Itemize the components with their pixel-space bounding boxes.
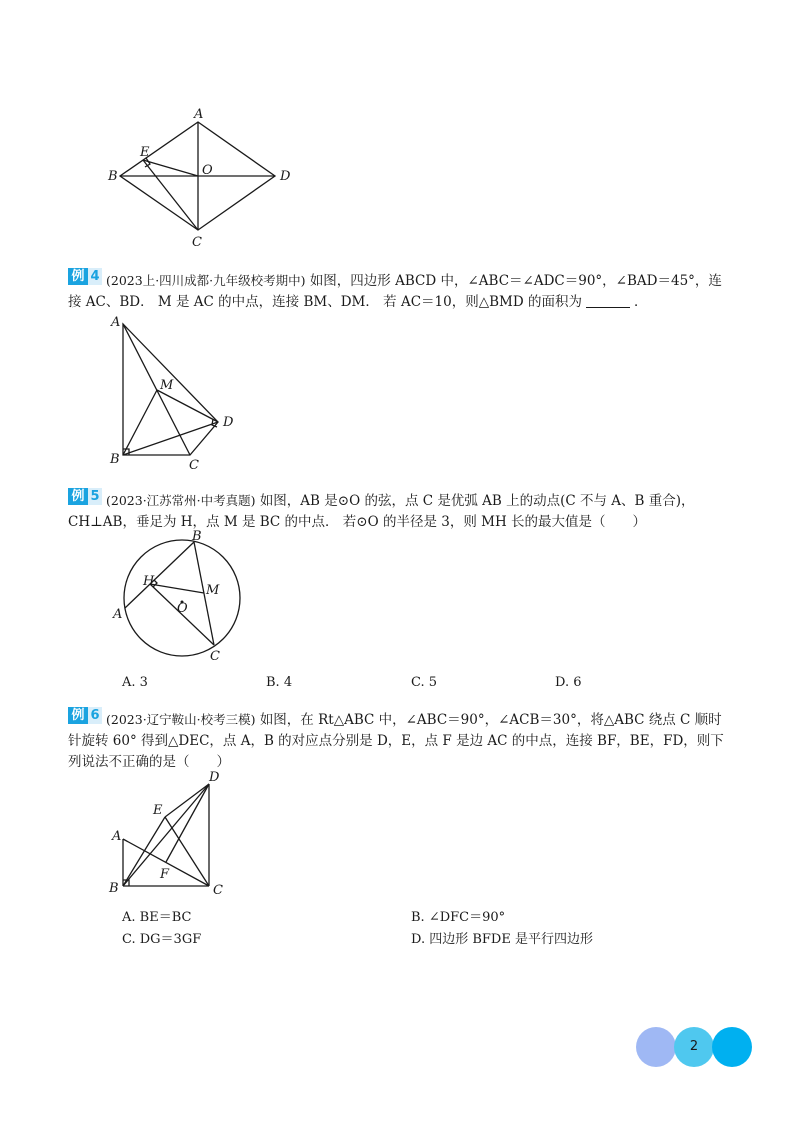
label-e: E xyxy=(153,803,163,818)
label-d: D xyxy=(223,415,234,430)
chord-ab xyxy=(125,542,194,608)
figure-circle xyxy=(110,529,250,667)
label-m: M xyxy=(206,583,220,598)
example-badge: 例 6 xyxy=(68,707,102,724)
option-d[interactable]: D. 6 xyxy=(555,675,582,690)
option-a[interactable]: A. 3 xyxy=(122,675,148,690)
label-b: B xyxy=(108,169,118,184)
label-e: E xyxy=(140,145,150,160)
label-c: C xyxy=(189,458,199,473)
label-b: B xyxy=(192,529,202,544)
page-number: 2 xyxy=(689,1039,699,1054)
figure-rotation-svg xyxy=(105,772,235,897)
example-badge: 例 4 xyxy=(68,268,102,285)
label-b: B xyxy=(110,452,120,467)
label-a: A xyxy=(113,607,123,622)
example-source: (2023上·四川成都·九年级校考期中) xyxy=(106,273,306,288)
option-a[interactable]: A. BE＝BC xyxy=(122,910,192,925)
segment-be xyxy=(123,817,165,886)
label-a: A xyxy=(112,829,122,844)
segment-dm xyxy=(157,390,218,422)
segment-fd xyxy=(166,784,209,862)
label-a: A xyxy=(194,107,204,122)
label-d: D xyxy=(280,169,291,184)
label-d: D xyxy=(209,770,220,785)
option-b[interactable]: B. ∠DFC＝90° xyxy=(411,910,506,925)
example-question-text: 如图，AB 是⊙O 的弦，点 C 是优弧 AB 上的动点(C 不与 A、B 重合)，CH⊥AB，垂足为 H，点 M 是 BC 的中点． 若⊙O 的半径是 3，则 MH 长的最大值是（ ） xyxy=(68,493,695,530)
deco-circle-right xyxy=(712,1027,752,1067)
example-question-end: ． xyxy=(633,294,648,310)
example-question-text: 如图，在 Rt△ABC 中，∠ABC＝90°，∠ACB＝30°，将△ABC 绕点 C 顺时针旋转 60° 得到△DEC，点 A，B 的对应点分别是 D，E，点 F 是边 AC 的中点，连接 BF，BE，FD，则下列说法不正确的是（ ） xyxy=(68,712,724,770)
label-o: O xyxy=(202,163,213,178)
label-b: B xyxy=(109,881,119,896)
label-h: H xyxy=(143,574,155,589)
option-b[interactable]: B. 4 xyxy=(266,675,293,690)
segment-ec xyxy=(143,160,198,230)
figure-rotation xyxy=(105,772,235,897)
answer-blank[interactable] xyxy=(586,293,630,308)
label-o: O xyxy=(177,601,188,616)
label-c: C xyxy=(192,235,202,250)
label-m: M xyxy=(160,378,174,393)
figure-quadrilateral-svg xyxy=(105,312,245,472)
example-6 xyxy=(68,707,730,773)
example-source: (2023·辽宁鞍山·校考三模) xyxy=(106,712,256,727)
option-c[interactable]: C. DG＝3GF xyxy=(122,932,202,947)
figure-rhombus-svg xyxy=(100,100,300,260)
example-source: (2023·江苏常州·中考真题) xyxy=(106,493,256,508)
deco-circle-left xyxy=(636,1027,676,1067)
page-number-badge xyxy=(636,1027,754,1067)
circle-o xyxy=(124,540,240,656)
label-a: A xyxy=(111,315,121,330)
figure-quadrilateral xyxy=(105,312,245,472)
label-c: C xyxy=(213,883,223,898)
option-d[interactable]: D. 四边形 BFDE 是平行四边形 xyxy=(411,932,593,947)
figure-rhombus xyxy=(100,100,300,260)
option-c[interactable]: C. 5 xyxy=(411,675,438,690)
example-5 xyxy=(68,488,730,533)
figure-circle-svg xyxy=(110,529,250,667)
segment-eo xyxy=(143,160,198,176)
example-badge: 例 5 xyxy=(68,488,102,505)
label-c: C xyxy=(210,649,220,664)
side-de xyxy=(165,784,209,817)
example-4 xyxy=(68,268,730,313)
example-question-text: 如图，四边形 ABCD 中，∠ABC＝∠ADC＝90°，∠BAD＝45°，连接 AC、BD． M 是 AC 的中点，连接 BM、DM． 若 AC＝10，则△BMD 的面积为 xyxy=(68,273,722,310)
label-f: F xyxy=(160,867,170,882)
